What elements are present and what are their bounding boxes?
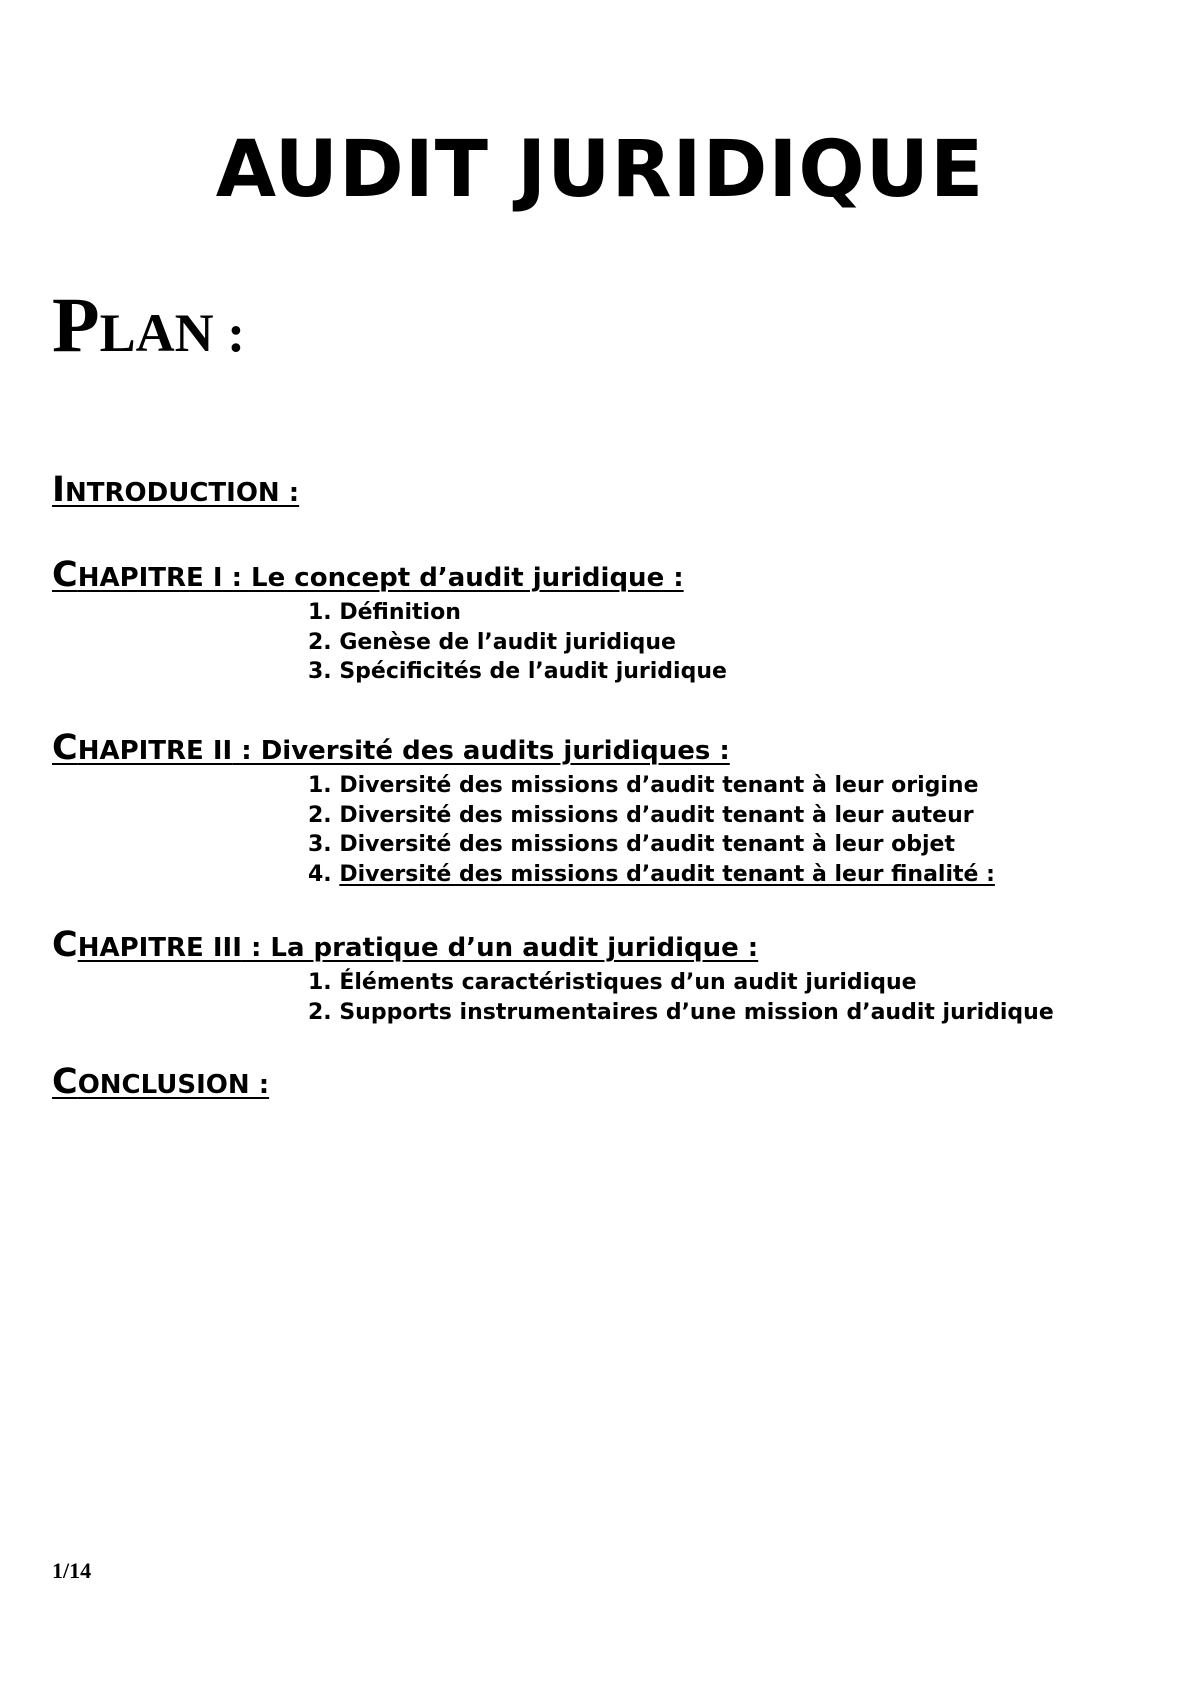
chapter-1-item: 3. Spécificités de l’audit juridique [308,659,727,684]
document-title: AUDIT JURIDIQUE [215,125,985,215]
chapter-2-initial: C [52,728,78,768]
section-introduction-heading [52,470,299,513]
chapter-2-item-4-number: 4. [308,861,340,887]
chapter-2-heading [52,728,730,771]
chapter-3-item: 1. Éléments caractéristiques d’un audit juridique [308,970,917,995]
chapter-1-initial: C [52,555,78,595]
chapter-3-item-list [308,968,1054,1027]
chapter-2-item-4-text: Diversité des missions d’audit tenant à leur finalité : [339,861,995,887]
plan-heading-rest: LAN : [99,303,246,363]
chapter-2-item [308,860,995,890]
conclusion-rest: ONCLUSION : [77,1070,270,1100]
plan-heading-initial: P [52,281,100,368]
plan-heading [52,280,245,378]
section-conclusion-heading [52,1062,269,1105]
chapter-3-label: HAPITRE III [77,933,242,963]
chapter-2-label: HAPITRE II [77,736,233,766]
chapter-3-heading [52,925,758,968]
chapter-2-item: 1. Diversité des missions d’audit tenant à leur origine [308,773,979,798]
chapter-2-item: 2. Diversité des missions d’audit tenant à leur auteur [308,802,974,828]
introduction-initial: I [52,470,66,510]
chapter-1-item: 2. Genèse de l’audit juridique [308,629,676,655]
chapter-1-item-list [308,598,727,687]
chapter-3-initial: C [52,925,78,965]
chapter-2-item: 3. Diversité des missions d’audit tenant à leur objet [308,832,955,857]
chapter-1-heading [52,555,684,598]
chapter-2-subtitle: : Diversité des audits juridiques : [232,736,730,766]
chapter-2-item-list [308,771,995,889]
chapter-1-subtitle: : Le concept d’audit juridique : [222,563,684,593]
introduction-rest: NTRODUCTION : [65,478,300,508]
chapter-1-item: 1. Définition [308,600,461,625]
page-number: 1/14 [52,1558,92,1583]
chapter-3-item: 2. Supports instrumentaires d’une mission d’audit juridique [308,999,1054,1025]
chapter-3-subtitle: : La pratique d’un audit juridique : [241,933,759,963]
chapter-1-label: HAPITRE I [77,563,223,593]
conclusion-initial: C [52,1062,78,1102]
